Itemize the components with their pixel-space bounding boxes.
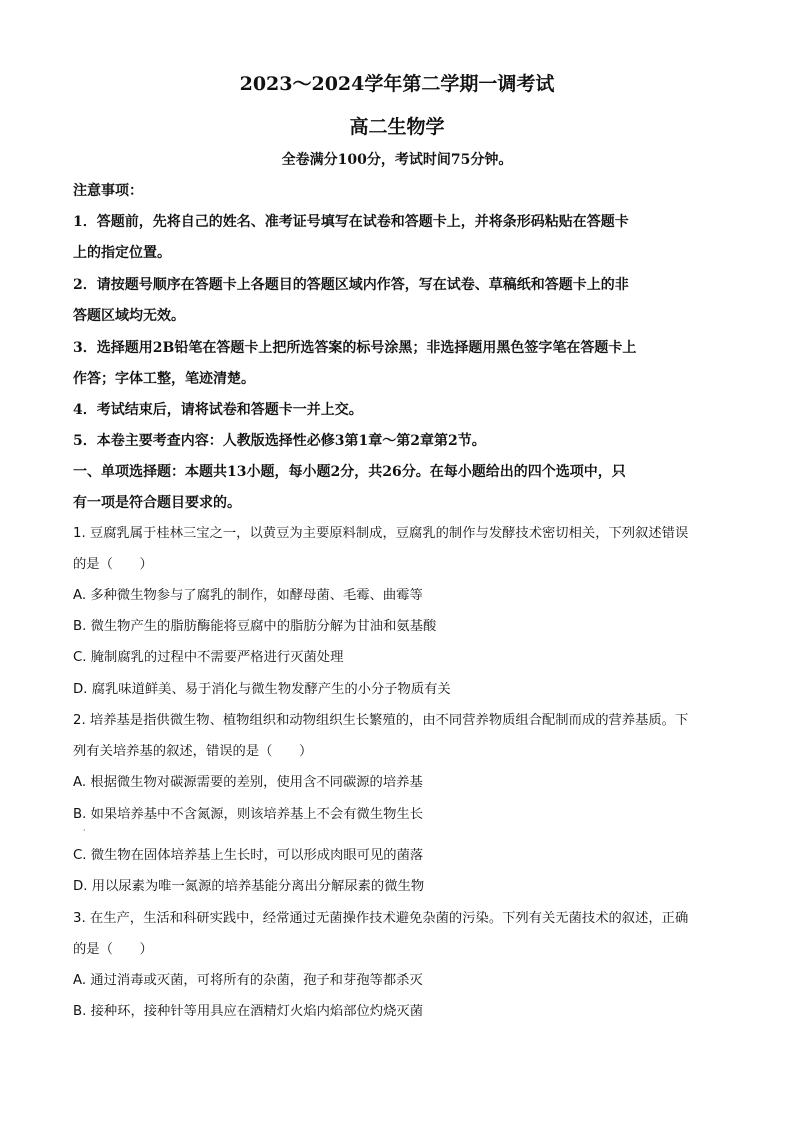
question-2-stem: 2. 培养基是指供微生物、植物组织和动物组织生长繁殖的，由不同营养物质组合配制而成的营养基质。下 — [73, 713, 689, 728]
notice-heading: 注意事项： — [73, 183, 143, 199]
notice-line: 1．答题前，先将自己的姓名、准考证号填写在试卷和答题卡上，并将条形码粘贴在答题卡 — [73, 214, 629, 230]
question-3-option-b: B. 接种环，接种针等用具应在酒精灯火焰内焰部位灼烧灭菌 — [73, 1004, 423, 1019]
question-2-option-b: B. 如果培养基中不含氮源，则该培养基上不会有微生物生长 — [73, 807, 423, 822]
notice-line: 上的指定位置。 — [73, 245, 171, 261]
section-heading: 有一项是符合题目要求的。 — [73, 495, 241, 511]
question-1-option-a: A. 多种微生物参与了腐乳的制作，如酵母菌、毛霉、曲霉等 — [73, 588, 423, 603]
stray-dot-mark: · — [83, 826, 86, 835]
question-1-option-b: B. 微生物产生的脂肪酶能将豆腐中的脂肪分解为甘油和氨基酸 — [73, 619, 437, 634]
question-1-option-d: D. 腐乳味道鲜美、易于消化与微生物发酵产生的小分子物质有关 — [73, 682, 451, 697]
question-1-option-c: C. 腌制腐乳的过程中不需要严格进行灭菌处理 — [73, 650, 344, 665]
question-3-stem: 3. 在生产，生活和科研实践中，经常通过无菌操作技术避免杂菌的污染。下列有关无菌技术的叙述，正确 — [73, 911, 689, 926]
notice-line: 4．考试结束后，请将试卷和答题卡一并上交。 — [73, 402, 363, 418]
notice-line: 2．请按题号顺序在答题卡上各题目的答题区域内作答，写在试卷、草稿纸和答题卡上的非 — [73, 277, 629, 293]
section-heading: 一、单项选择题：本题共13小题，每小题2分，共26分。在每小题给出的四个选项中，只 — [73, 464, 626, 480]
question-3-option-a: A. 通过消毒或灭菌，可将所有的杂菌，孢子和芽孢等都杀灭 — [73, 973, 423, 988]
question-1-stem: 的是（ ） — [73, 557, 153, 572]
score-info: 全卷满分100分，考试时间75分钟。 — [281, 152, 513, 168]
notice-line: 5．本卷主要考查内容：人教版选择性必修3第1章～第2章第2节。 — [73, 433, 486, 449]
subject-title: 高二生物学 — [349, 116, 445, 138]
notice-line: 3．选择题用2B铅笔在答题卡上把所选答案的标号涂黑；非选择题用黑色签字笔在答题卡上 — [73, 340, 637, 356]
question-1-stem: 1. 豆腐乳属于桂林三宝之一，以黄豆为主要原料制成，豆腐乳的制作与发酵技术密切相关，下列叙述错误 — [73, 526, 689, 541]
question-2-option-d: D. 用以尿素为唯一氮源的培养基能分离出分解尿素的微生物 — [73, 879, 425, 894]
question-2-option-c: C. 微生物在固体培养基上生长时，可以形成肉眼可见的菌落 — [73, 848, 424, 863]
notice-line: 作答；字体工整，笔迹清楚。 — [73, 371, 255, 387]
notice-line: 答题区域均无效。 — [73, 308, 185, 324]
question-3-stem: 的是（ ） — [73, 942, 153, 957]
question-2-stem: 列有关培养基的叙述，错误的是（ ） — [73, 744, 313, 759]
exam-title: 2023～2024学年第二学期一调考试 — [239, 73, 555, 95]
question-2-option-a: A. 根据微生物对碳源需要的差别，使用含不同碳源的培养基 — [73, 775, 423, 790]
